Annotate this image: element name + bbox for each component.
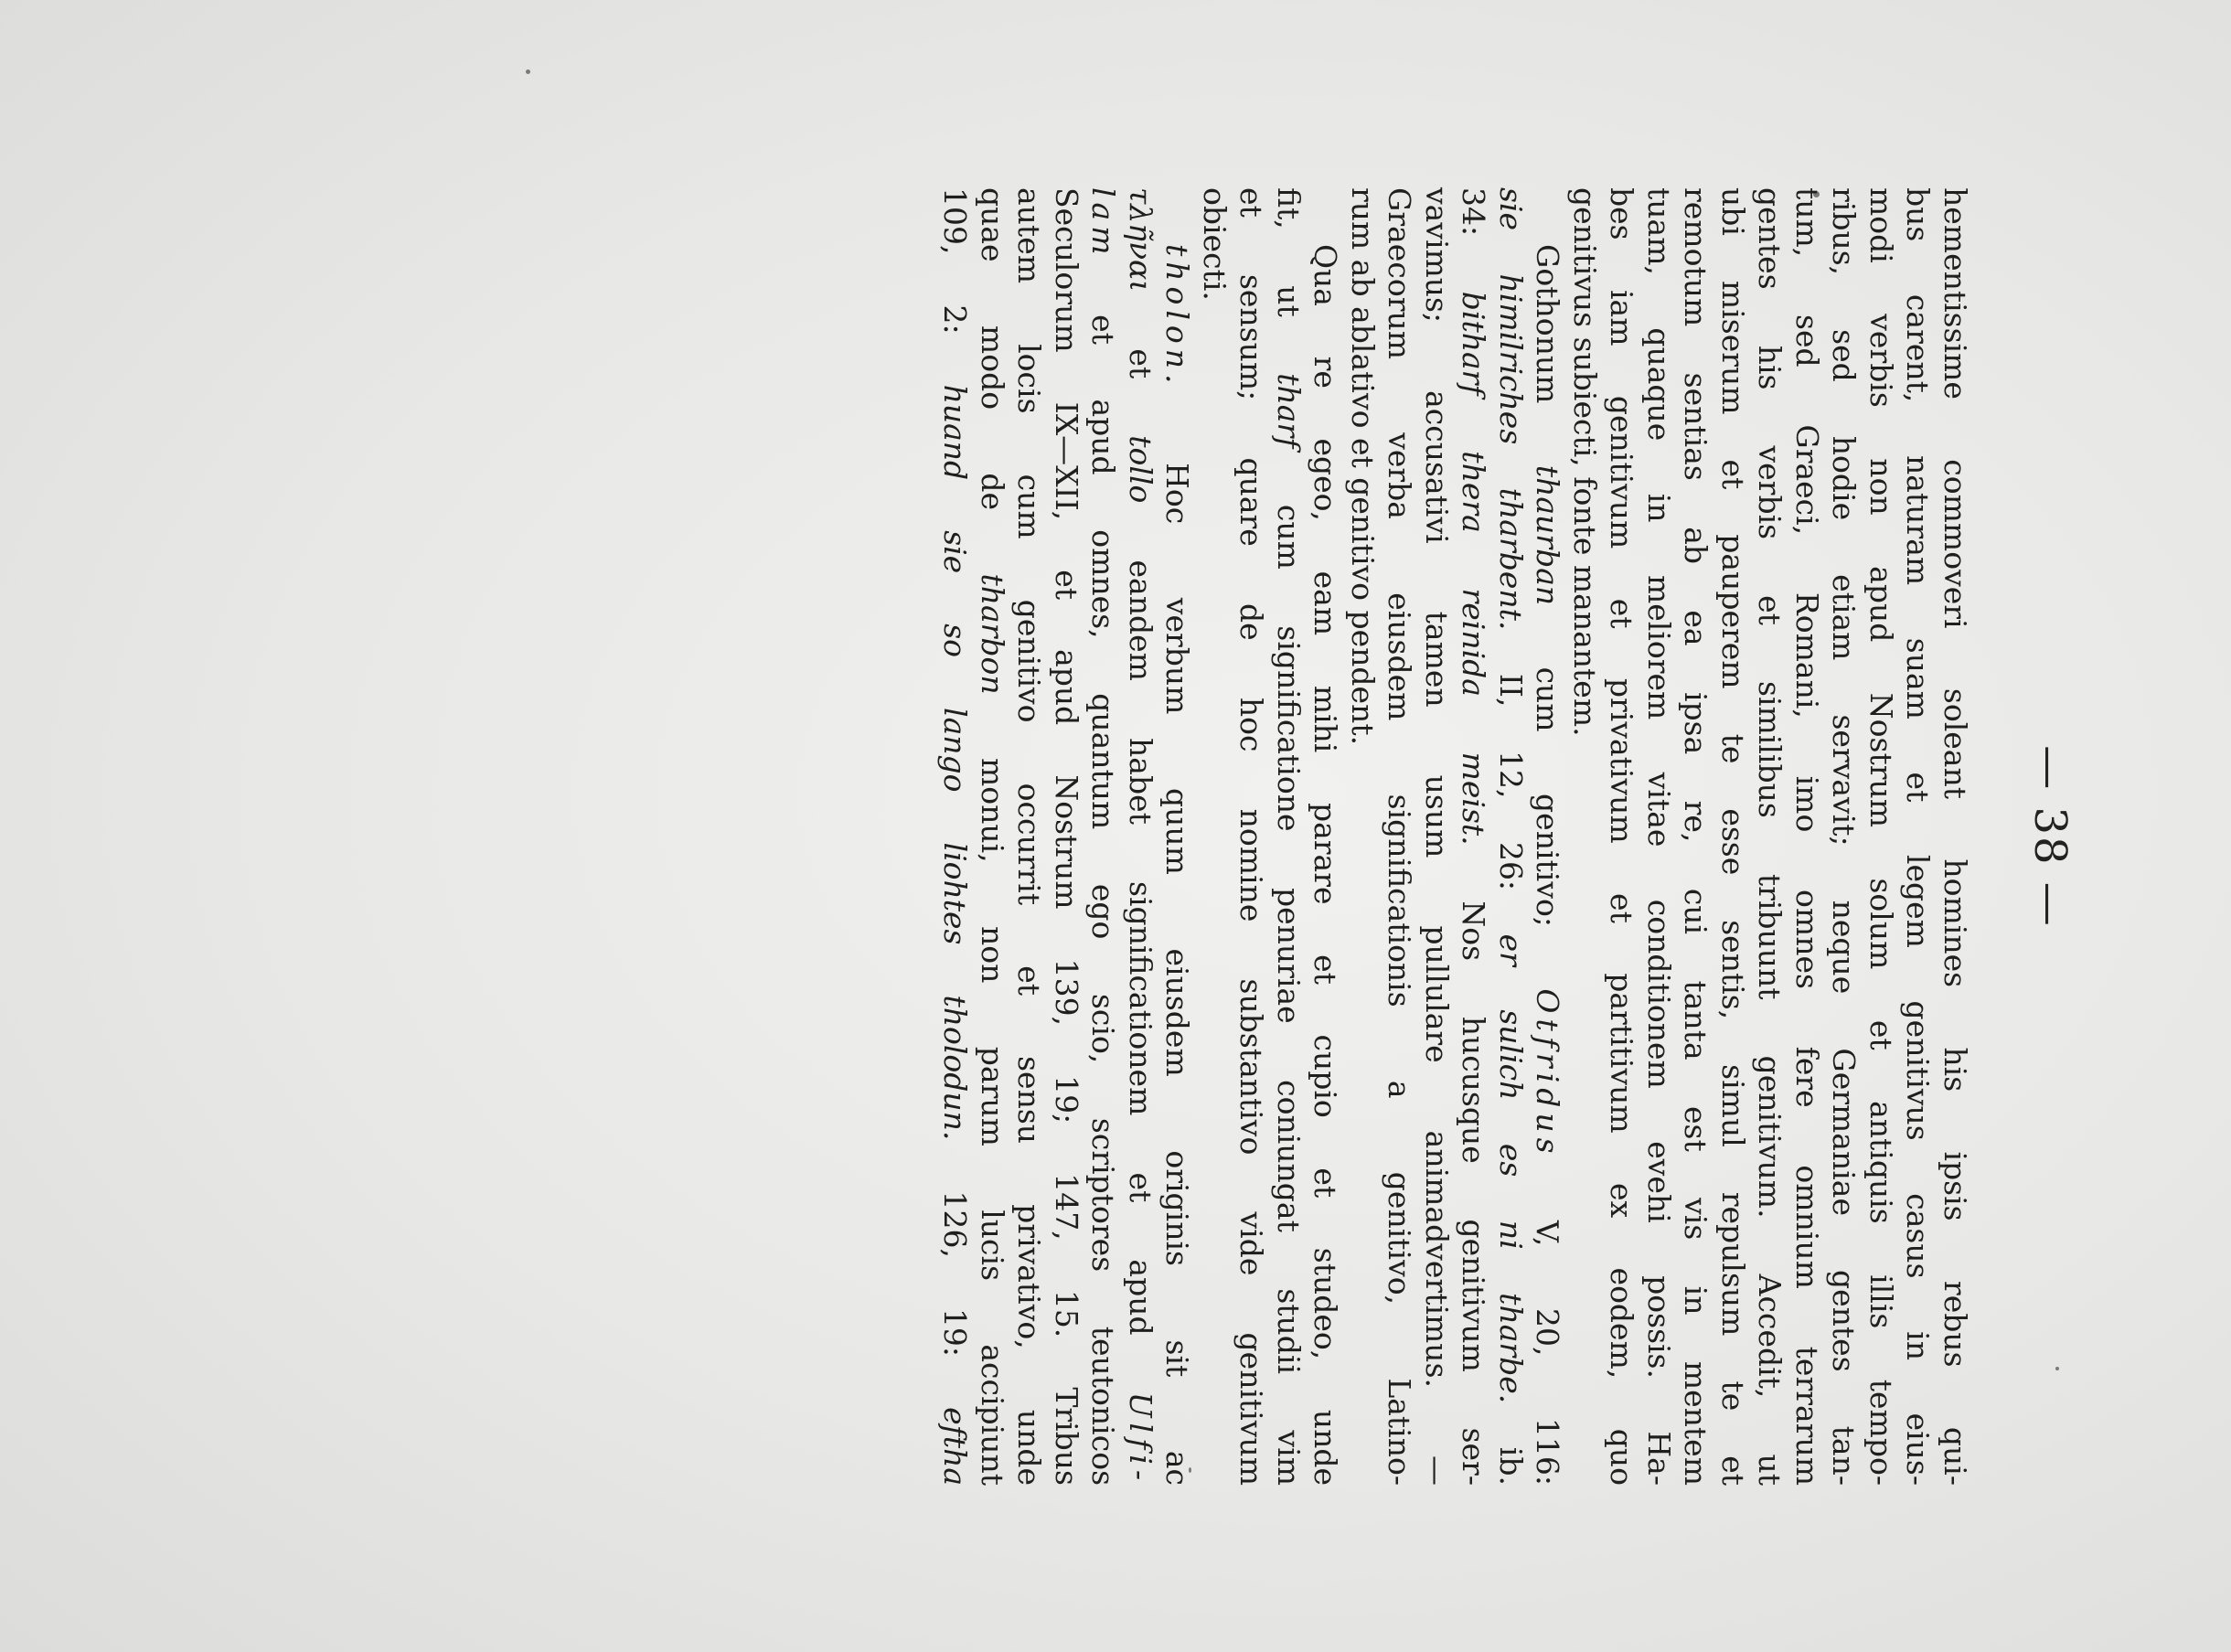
text-run: et sensum; quare de hoc nomine substantivo vide genitivum [1233,187,1270,1486]
text-line [1344,187,1382,1486]
text-run: et apud omnes, quantum ego scio, scriptores teutonicos [1085,260,1122,1486]
text-line [1307,187,1344,1486]
text-line [1566,187,1604,1486]
text-run: ribus, sed hodie etiam servavit; neque Germaniae gentes tan- [1826,187,1863,1486]
emphasized-text: bitharf thera reinida meist. [1456,291,1492,846]
text-line [1122,187,1159,1486]
text-run: bes iam genitivum et privativum et partitivum ex eodem, quo [1604,187,1640,1486]
emphasized-text: eftha [937,1407,974,1487]
text-run: tum, sed Graeci, Romani, imo omnes fere omnium terrarum [1789,187,1825,1486]
text-run: eandem habet significationem et apud [1123,503,1158,1392]
text-run: V, 20, 116: [1530,1158,1566,1487]
text-run: vavimus; accusativi tamen usum pullulare animadvertimus. — [1419,187,1455,1486]
text-run: hementissime commoveri soleant homines his ipsis rebus qui- [1937,187,1973,1486]
emphasized-text: lam [1085,187,1122,261]
emphasized-text: τλῆναι [1123,187,1158,293]
text-line [1603,187,1640,1486]
text-run: monui, non parum lucis accipiunt [975,694,1010,1487]
text-run: 109, 2: [937,187,974,385]
text-line [1640,187,1678,1486]
text-run: ubi miserum et pauperem te esse sentis, simul repulsum te et [1715,187,1751,1486]
emphasized-text: Ulfi- [1123,1391,1158,1486]
text-run: Hoc verbum quum eiusdem originis sit ac [1159,389,1196,1486]
text-line [1084,187,1122,1486]
page-number: — 38 — [2024,745,2076,928]
text-line [1010,187,1048,1486]
text-line [1937,187,1974,1486]
text-run: tuam, quaque in meliorem vitae conditionem evehi possis. Ha- [1641,187,1677,1486]
text-line [1677,187,1714,1486]
text-line [1418,187,1456,1486]
text-run: Seculorum IX—XII, et apud Nostrum 139, 19; 147, 15. Tribus [1049,187,1084,1486]
emphasized-text: tharbon [975,573,1010,695]
text-run: autem locis cum genitivo occurrit et sensu privativo, unde [1011,187,1048,1486]
text-line [1899,187,1937,1486]
emphasized-text: thaurban [1530,464,1566,606]
text-line [974,187,1011,1486]
text-run: Nos hucusque genitivum ser- [1456,845,1492,1486]
emphasized-text: sie himilriches tharbent. [1493,187,1529,631]
emphasized-text: tholon. [1159,244,1196,389]
text-run: genitivus subiecti, fonte manantem. [1567,187,1603,737]
text-run: gentes his verbis et similibus tribuunt genitivum. Accedit, ut [1752,187,1788,1486]
text-run: ib. [1493,1403,1529,1486]
text-line [936,187,974,1486]
text-run: cum significatione penuriae coniungat studii vim [1271,448,1307,1486]
emphasized-text: er sulich es ni tharbe. [1493,933,1529,1404]
emphasized-text: tollo [1123,435,1158,504]
text-line [1825,187,1863,1486]
text-run: quae modo de [975,187,1010,574]
text-line [1751,187,1788,1486]
text-line [1196,187,1233,1486]
text-line [1270,187,1308,1486]
text-run: II, 12, 26: [1493,630,1529,934]
dust-speck [526,69,530,74]
text-run: rum ab ablativo et genitivo pendent. [1345,187,1381,746]
text-run: 34: [1456,187,1492,292]
text-run: Graecorum verba eiusdem significationis a genitivo, Latino- [1382,187,1418,1486]
text-run: cum genitivo; [1530,605,1566,989]
text-line [1381,187,1418,1486]
text-line [1158,187,1196,1486]
text-line [1048,187,1085,1486]
text-line [1714,187,1752,1486]
text-line [1492,187,1530,1486]
body-text [936,187,1973,1486]
text-run: modi verbis non apud Nostrum solum et antiquis illis tempo- [1863,187,1899,1486]
text-line [1529,187,1566,1486]
text-run: Qua re egeo, eam mihi parare et cupio et studeo, unde [1308,244,1344,1486]
text-run: 126, 19: [937,1140,974,1408]
text-run: Gothonum [1530,244,1566,465]
text-run: remotum sentias ab ea ipsa re, cui tanta est vis in mentem [1678,187,1714,1486]
text-line [1863,187,1900,1486]
text-run: obiecti. [1197,187,1233,301]
emphasized-text: huand sie so lango liohtes tholodun. [937,384,974,1141]
emphasized-text: Otfridus [1530,988,1566,1159]
text-run: bus carent, naturam suam et legem genitivus casus in eius- [1900,187,1937,1486]
text-run: fit, ut [1271,187,1307,374]
text-run: et [1123,292,1158,436]
emphasized-text: tharf [1271,373,1307,449]
text-line [1455,187,1492,1486]
text-line [1233,187,1270,1486]
text-line [1788,187,1826,1486]
